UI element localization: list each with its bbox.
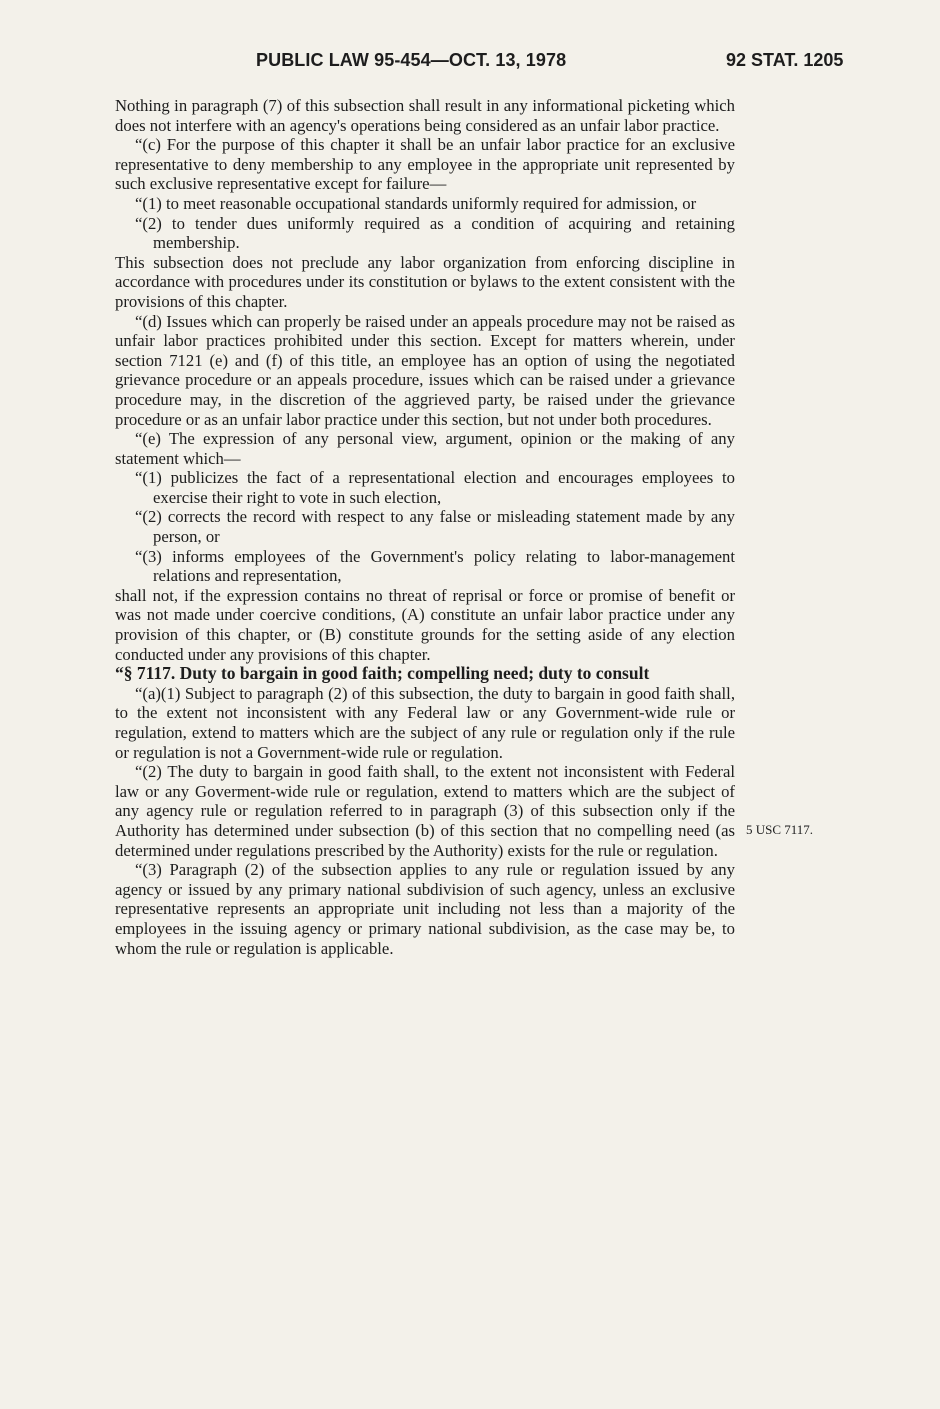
margin-citation: 5 USC 7117. bbox=[746, 822, 814, 837]
paragraph-a3: “(3) Paragraph (2) of the subsection applies to any rule or regulation issued by any agency or issued by any primary national subdivision of such agency, unless an exclusive representative represents an appropriate unit including not less than a majority of the employees in the issuing agency or primary national subdivision, as the case may be, to whom the rule or regulation is applicable. bbox=[115, 860, 735, 958]
paragraph-e: “(e) The expression of any personal view, argument, opinion or the making of any statement which— bbox=[115, 429, 735, 468]
paragraph: shall not, if the expression contains no threat of reprisal or force or promise of benefit or was not made under coercive conditions, (A) constitute an unfair labor practice under any provision of this chapter, or (B) constitute grounds for the setting aside of any election conducted under any provisions of this chapter. bbox=[115, 585, 735, 664]
page-header bbox=[0, 50, 940, 74]
statute-page-number: 92 STAT. 1205 bbox=[726, 50, 844, 70]
clause-c2: “(2) to tender dues uniformly required as a condition of acquiring and retaining membership. bbox=[135, 213, 735, 253]
header-title: PUBLIC LAW 95-454—OCT. 13, 1978 bbox=[256, 50, 567, 70]
paragraph: This subsection does not preclude any labor organization from enforcing discipline in accordance with procedures under its constitution or bylaws to the extent consistent with the provisions of this chapter. bbox=[115, 252, 735, 311]
clause-c1: “(1) to meet reasonable occupational standards uniformly required for admission, or bbox=[135, 193, 697, 213]
clause-e1: “(1) publicizes the fact of a representational election and encourages employees to exercise their right to vote in such election, bbox=[135, 468, 735, 507]
paragraph: Nothing in paragraph (7) of this subsection shall result in any informational picketing which does not interfere with an agency's operations being considered as an unfair labor practice. bbox=[115, 96, 735, 135]
paragraph-a1: “(a)(1) Subject to paragraph (2) of this subsection, the duty to bargain in good faith shall, to the extent not inconsistent with any Federal law or any Government-wide rule or regulation, extend to matters which are the subject of any rule or regulation only if the rule or regulation is not a Government-wide rule or regulation. bbox=[115, 683, 735, 762]
paragraph-d: “(d) Issues which can properly be raised under an appeals procedure may not be raised as unfair labor practices prohibited under this section. Except for matters wherein, under section 7121 (e) and (f) of this title, an employee has an option of using the negotiated grievance procedure or an appeals procedure, issues which can be raised under a grievance procedure may, in the discretion of the aggrieved party, be raised under the grievance procedure or as an unfair labor practice under this section, but not under both procedures. bbox=[115, 311, 735, 429]
paragraph-c: “(c) For the purpose of this chapter it shall be an unfair labor practice for an exclusive representative to deny membership to any employee in the appropriate unit represented by such exclusive representative except for failure— bbox=[115, 135, 735, 194]
clause-e3: “(3) informs employees of the Government's policy relating to labor-management relations and representation, bbox=[135, 546, 735, 586]
section-heading-7117: “§ 7117. Duty to bargain in good faith; compelling need; duty to consult bbox=[115, 663, 650, 684]
body-text bbox=[115, 96, 735, 958]
clause-e2: “(2) corrects the record with respect to any false or misleading statement made by any person, or bbox=[135, 507, 735, 547]
paragraph-a2: “(2) The duty to bargain in good faith shall, to the extent not inconsistent with Federal law or any Goverment-wide rule or regulation, extend to matters which are the subject of any agency rule or regulation referred to in paragraph (3) of this subsection only if the Authority has determined under subsection (b) of this section that no compelling need (as determined under regulations prescribed by the Authority) exists for the rule or regulation. bbox=[115, 762, 735, 860]
